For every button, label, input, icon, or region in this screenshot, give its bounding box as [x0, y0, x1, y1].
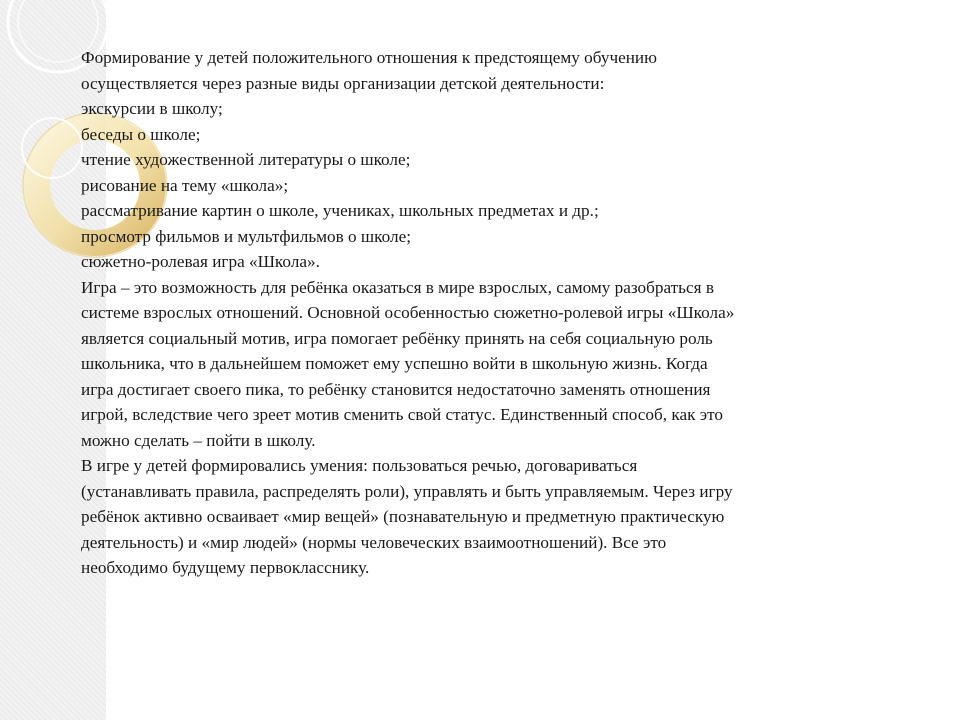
- text-line: рисование на тему «школа»;: [81, 175, 289, 195]
- text-line: (устанавливать правила, распределять роли), управлять и быть управляемым. Через игру: [81, 481, 733, 501]
- text-line: экскурсии в школу;: [81, 99, 223, 118]
- text-line: Формирование у детей положительного отношения к предстоящему обучению: [81, 48, 657, 67]
- text-line: беседы о школе;: [81, 124, 201, 144]
- text-line: необходимо будущему первокласснику.: [81, 558, 370, 577]
- text-line: сюжетно-ролевая игра «Школа».: [81, 252, 320, 271]
- text-line: игрой, вследствие чего зреет мотив сменить свой статус. Единственный способ, как это: [81, 405, 723, 424]
- text-line: является социальный мотив, игра помогает ребёнку принять на себя социальную роль: [81, 328, 713, 348]
- text-line: деятельность) и «мир людей» (нормы человеческих взаимоотношений). Все это: [81, 532, 667, 552]
- text-line: осуществляется через разные виды организации детской деятельности:: [81, 73, 605, 93]
- text-line: школьника, что в дальнейшем поможет ему успешно войти в школьную жизнь. Когда: [81, 354, 708, 373]
- text-line: просмотр фильмов и мультфильмов о школе;: [81, 226, 411, 246]
- text-line: можно сделать – пойти в школу.: [81, 430, 316, 450]
- text-line: Игра – это возможность для ребёнка оказаться в мире взрослых, самому разобраться в: [81, 277, 714, 297]
- text-line: чтение художественной литературы о школе;: [81, 150, 411, 169]
- text-line: рассматривание картин о школе, учениках, школьных предметах и др.;: [81, 201, 599, 220]
- text-line: ребёнок активно осваивает «мир вещей» (познавательную и предметную практическую: [81, 507, 725, 526]
- slide-text-body: [81, 45, 911, 581]
- text-line: системе взрослых отношений. Основной особенностью сюжетно-ролевой игры «Школа»: [81, 303, 735, 322]
- text-line: В игре у детей формировались умения: пользоваться речью, договариваться: [81, 456, 638, 475]
- text-line: игра достигает своего пика, то ребёнку становится недостаточно заменять отношения: [81, 379, 711, 399]
